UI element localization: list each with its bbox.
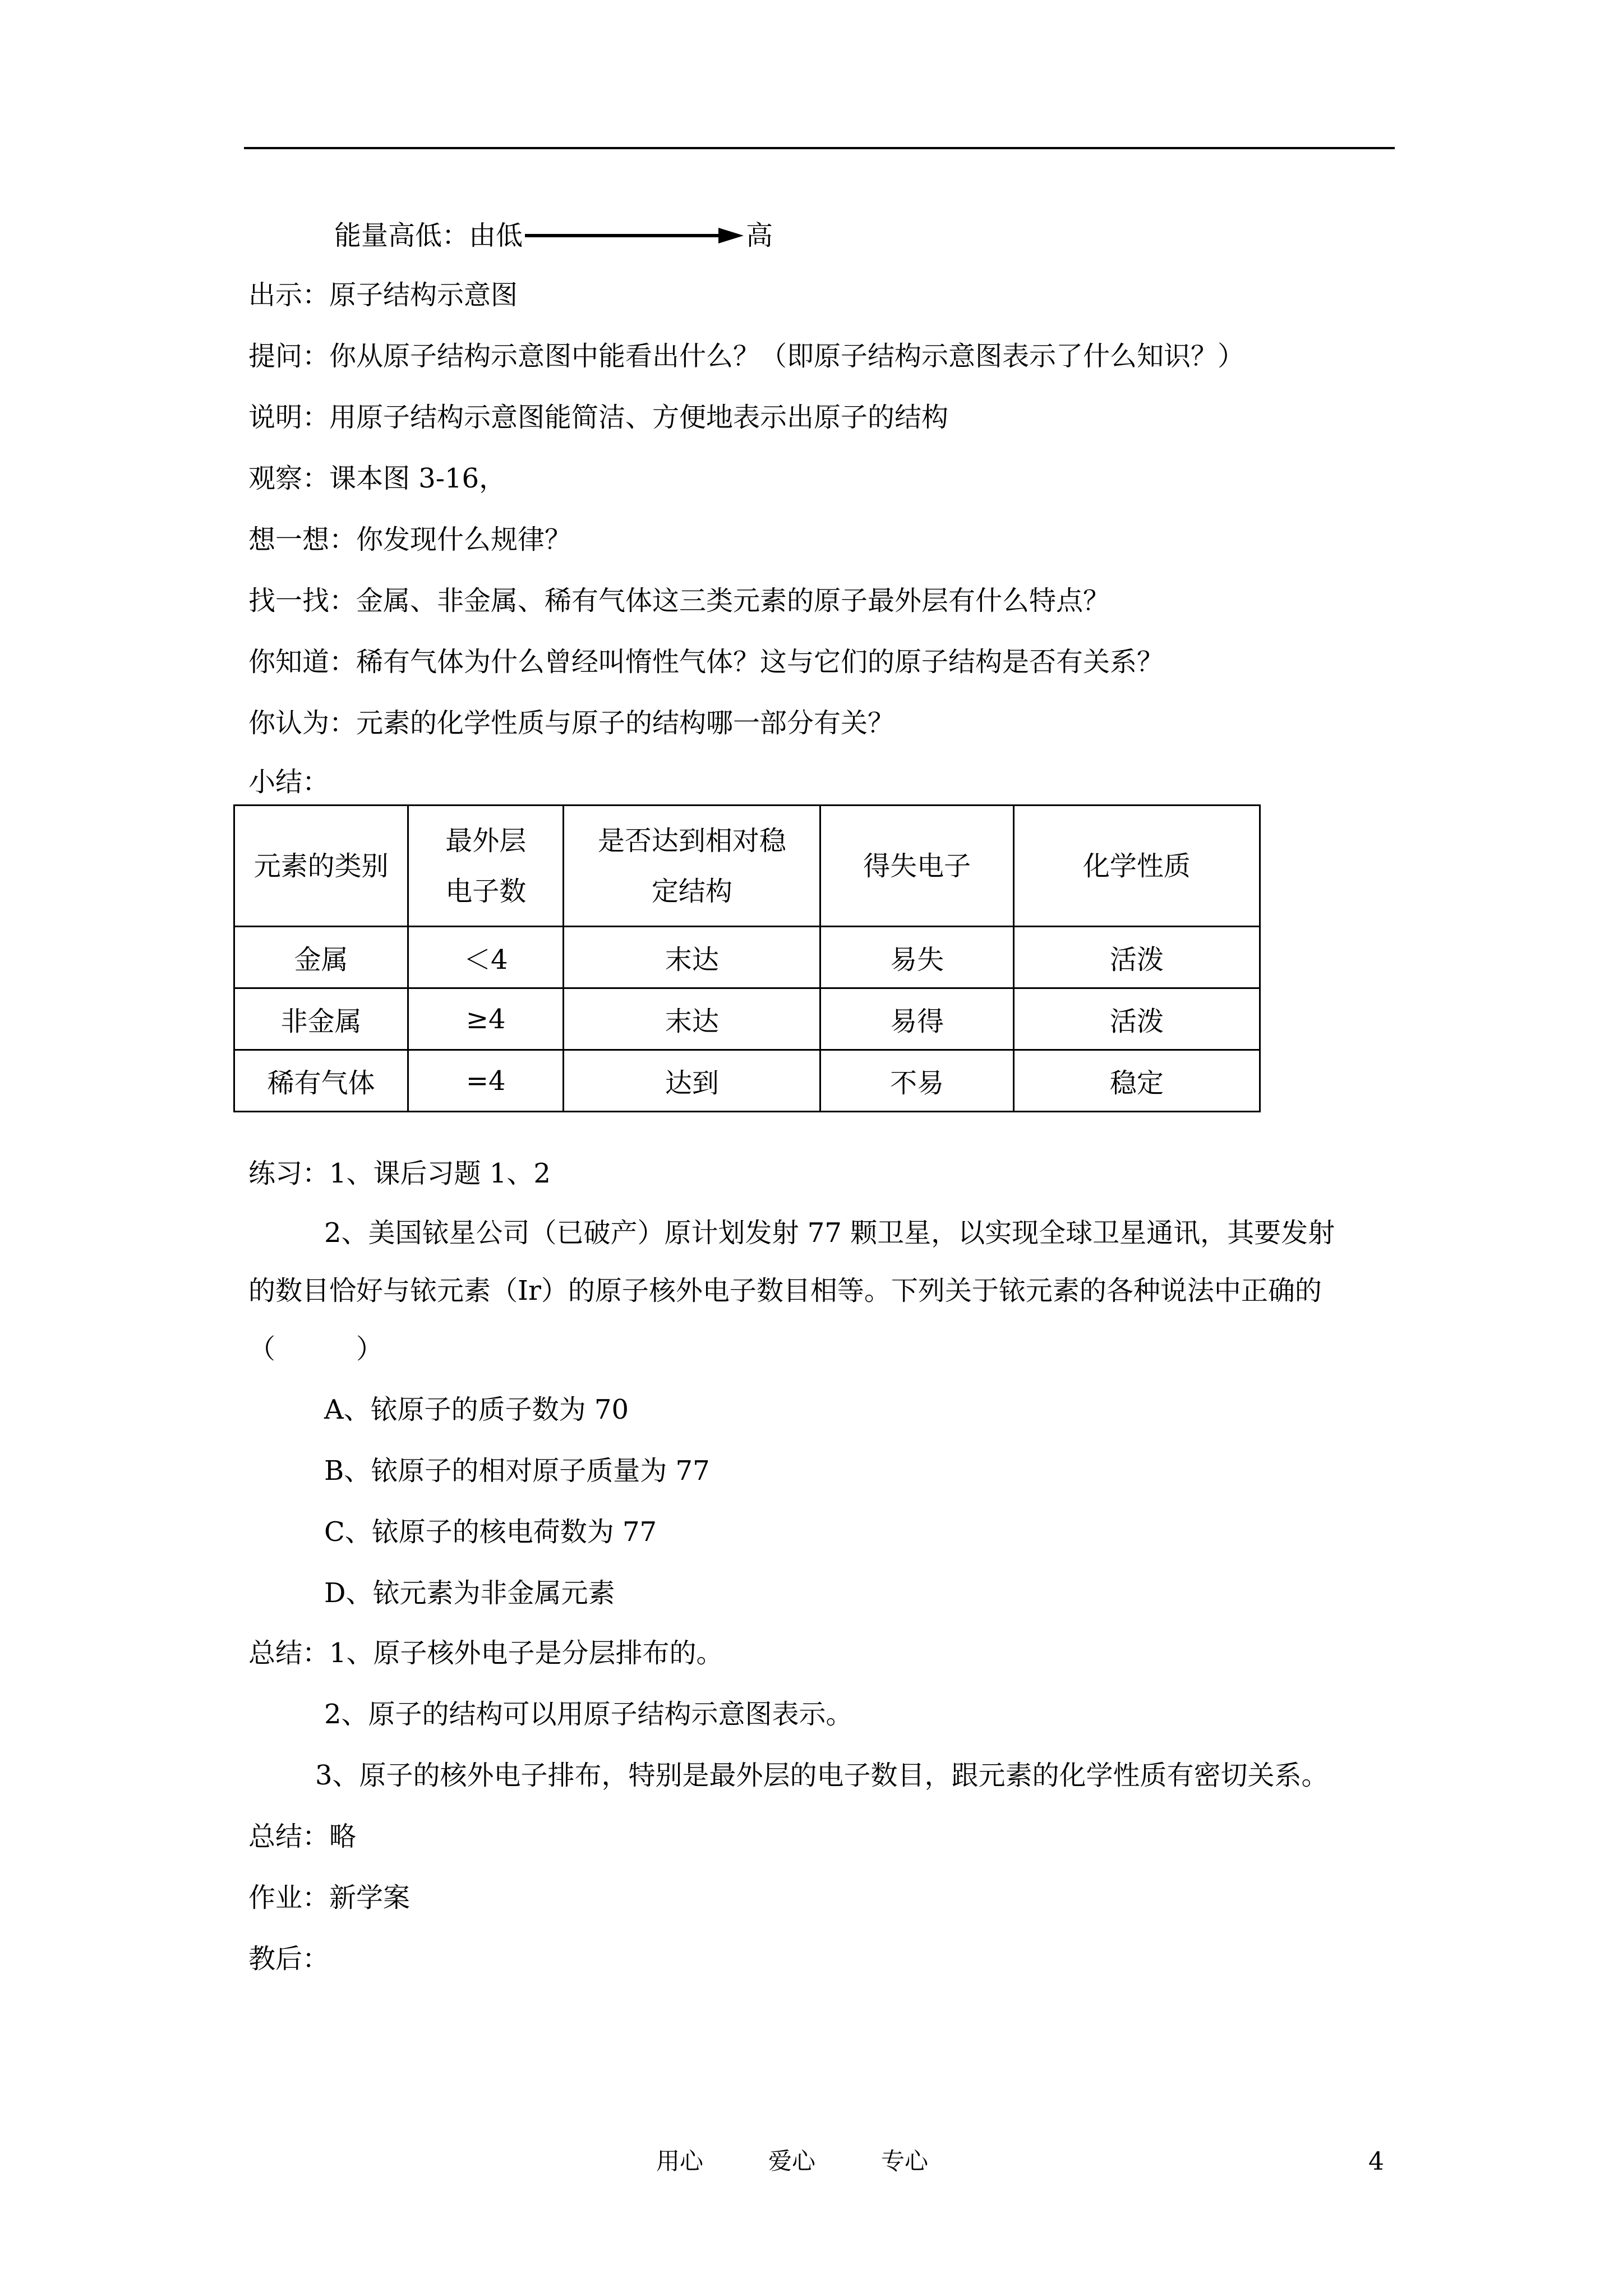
table-cell: 不易: [820, 1050, 1013, 1112]
summary-table: [233, 804, 1261, 1112]
footer-middle: 爱心: [768, 2147, 816, 2175]
table-cell: 末达: [564, 988, 820, 1050]
table-cell: 金属: [234, 927, 408, 988]
footer-right: 专心: [881, 2147, 929, 2175]
table-cell: ＜4: [408, 927, 564, 988]
table-cell: 末达: [564, 927, 820, 988]
text-line: 找一找：金属、非金属、稀有气体这三类元素的原子最外层有什么特点？: [248, 585, 1110, 616]
option-b: B、铱原子的相对原子质量为 77: [324, 1455, 710, 1487]
text-line: 出示：原子结构示意图: [248, 279, 518, 311]
table-header-cell: 最外层 电子数: [408, 806, 564, 927]
text-line: 想一想：你发现什么规律？: [248, 524, 572, 555]
right-arrow-icon: [525, 224, 744, 247]
exercise-title: 练习：1、课后习题 1、2: [248, 1158, 551, 1189]
table-row: [234, 1050, 1260, 1112]
text-line: 观察：课本图 3-16，: [248, 463, 506, 494]
table-cell: ≥4: [408, 988, 564, 1050]
text-line: 提问：你从原子结构示意图中能看出什么？（即原子结构示意图表示了什么知识？）: [248, 341, 1245, 372]
footer-left: 用心: [656, 2147, 704, 2175]
energy-label: 能量高低：由低: [334, 220, 523, 251]
energy-end: 高: [746, 220, 773, 251]
table-header-cell: 是否达到相对稳 定结构: [564, 806, 820, 927]
table-cell: 非金属: [234, 988, 408, 1050]
table-cell: 易失: [820, 927, 1013, 988]
table-cell: =4: [408, 1050, 564, 1112]
table-cell: 活泼: [1013, 927, 1260, 988]
table-cell: 稳定: [1013, 1050, 1260, 1112]
table-row: [234, 988, 1260, 1050]
table-header-cell: 得失电子: [820, 806, 1013, 927]
summary-line: 总结：略: [248, 1821, 357, 1852]
table-header-cell: 化学性质: [1013, 806, 1260, 927]
text-line: 你知道：稀有气体为什么曾经叫惰性气体？这与它们的原子结构是否有关系？: [248, 646, 1164, 678]
option-c: C、铱原子的核电荷数为 77: [324, 1516, 657, 1548]
energy-line: [334, 219, 773, 252]
text-line: 小结：: [248, 766, 330, 798]
option-d: D、铱元素为非金属元素: [324, 1577, 615, 1609]
text-line: 你认为：元素的化学性质与原子的结构哪一部分有关？: [248, 707, 895, 739]
table-cell: 达到: [564, 1050, 820, 1112]
table-row: [234, 927, 1260, 988]
summary-line: 2、原子的结构可以用原子结构示意图表示。: [324, 1699, 853, 1730]
exercise-question: 2、美国铱星公司（已破产）原计划发射 77 颗卫星，以实现全球卫星通讯，其要发射: [324, 1217, 1335, 1249]
table-cell: 活泼: [1013, 988, 1260, 1050]
page-number: 4: [1368, 2147, 1384, 2176]
table-header-cell: 元素的类别: [234, 806, 408, 927]
homework-line: 作业：新学案: [248, 1882, 411, 1913]
after-class-line: 教后：: [248, 1943, 330, 1975]
summary-line: 总结：1、原子核外电子是分层排布的。: [248, 1637, 723, 1669]
table-header-row: [234, 806, 1260, 927]
table-cell: 稀有气体: [234, 1050, 408, 1112]
text-line: 说明：用原子结构示意图能简洁、方便地表示出原子的结构: [248, 402, 949, 433]
summary-line: 3、原子的核外电子排布，特别是最外层的电子数目，跟元素的化学性质有密切关系。: [315, 1760, 1329, 1791]
table-cell: 易得: [820, 988, 1013, 1050]
option-a: A、铱原子的质子数为 70: [324, 1394, 629, 1425]
exercise-question: 的数目恰好与铱元素（Ir）的原子核外电子数目相等。下列关于铱元素的各种说法中正确的: [248, 1275, 1322, 1306]
header-rule: [244, 147, 1395, 149]
answer-blank: （ ）: [248, 1333, 384, 1365]
